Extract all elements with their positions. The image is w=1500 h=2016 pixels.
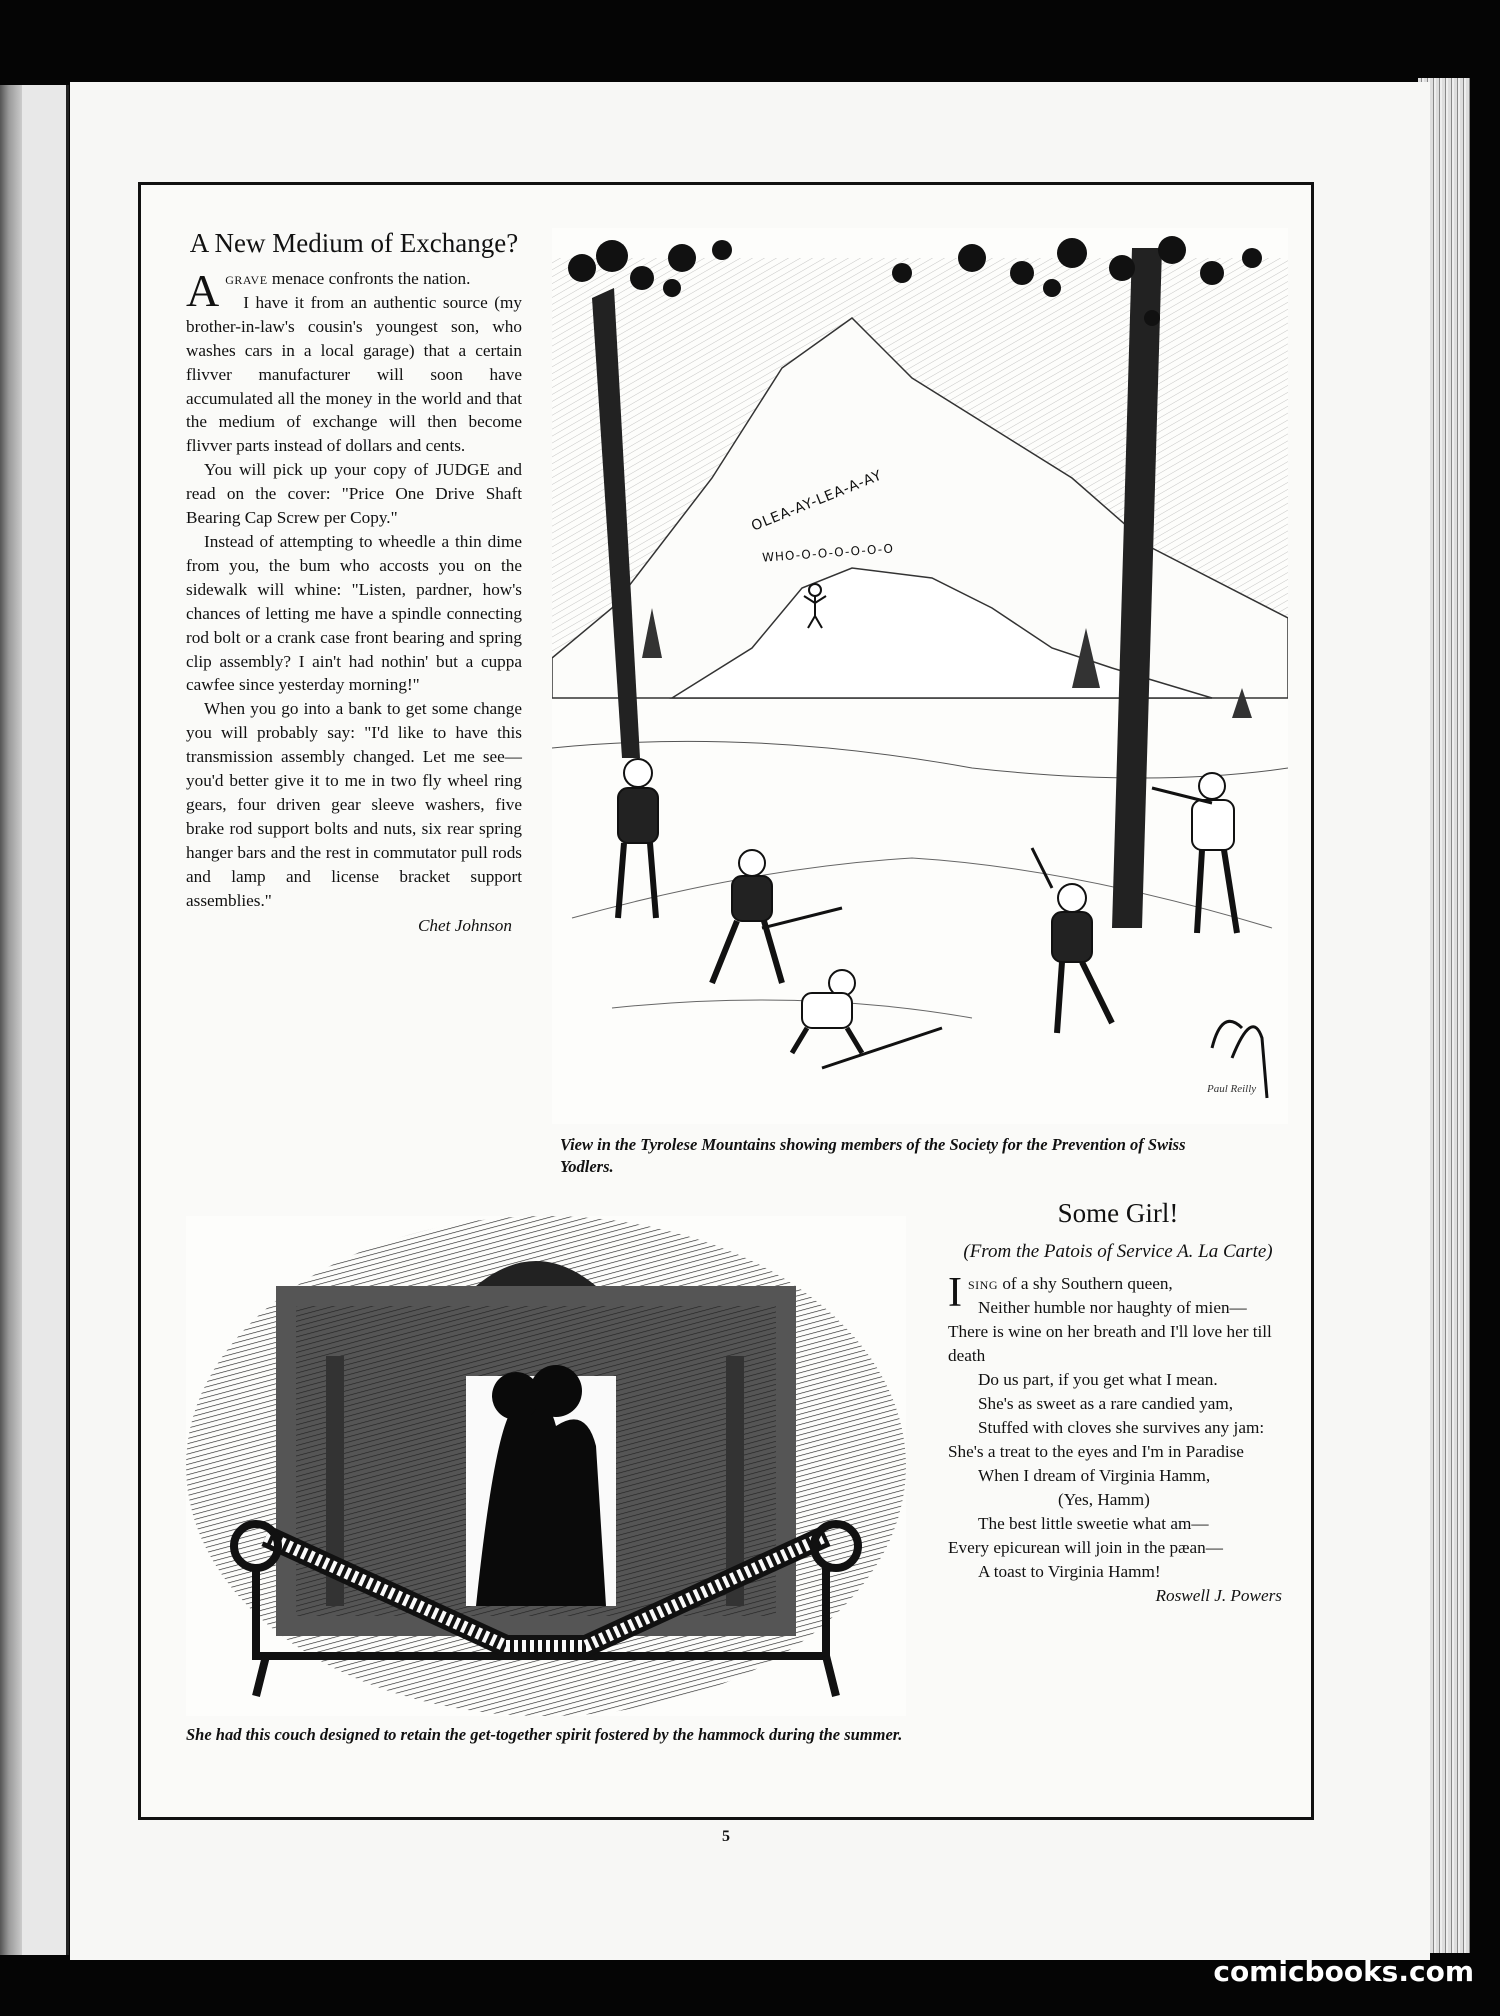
watermark: comicbooks.com — [1213, 1955, 1474, 1988]
yodlers-caption: View in the Tyrolese Mountains showing members of the Society for the Prevention of Swiss Yodlers. — [560, 1135, 1186, 1176]
poem-line: Neither humble nor haughty of mien— — [978, 1298, 1247, 1317]
poem-first-text: of a shy Southern queen, — [998, 1274, 1173, 1293]
couch-cartoon — [186, 1216, 906, 1716]
article-column — [186, 228, 522, 938]
poem-line: Every epicurean will join in the pæan— — [948, 1538, 1223, 1557]
poem-line: The best little sweetie what am— — [978, 1514, 1209, 1533]
yodel-text-line1: OLEA-AY-LEA-A-AY — [749, 467, 885, 535]
article-paragraph: When you go into a bank to get some change you will probably say: "I'd like to have this transmission assembly changed. Let me see—you'd better give it to me in two fly wheel ring gears, four driven gear sleeve washers, five brake rod support bolts and nuts, six rear spring hanger bars and the rest in commutator pull rods and lamp and license bracket support assemblies." — [186, 699, 522, 910]
poem-subtitle: (From the Patois of Service A. La Carte) — [963, 1241, 1273, 1262]
poem-line: (Yes, Hamm) — [1058, 1490, 1150, 1509]
article-opening-text: menace confronts the nation. — [267, 269, 471, 288]
poem-line: A toast to Virginia Hamm! — [978, 1562, 1161, 1581]
previous-page-edge — [0, 85, 69, 1955]
yodlers-illustration — [552, 228, 1288, 1124]
article-opening-smallcaps: grave — [225, 269, 268, 288]
poem-line: She's as sweet as a rare candied yam, — [978, 1394, 1234, 1413]
page-number: 5 — [722, 1828, 730, 1845]
article-byline: Chet Johnson — [417, 916, 512, 936]
article-opening — [186, 265, 522, 316]
poem-column — [948, 1196, 1288, 1608]
poem-line: When I dream of Virginia Hamm, — [978, 1466, 1211, 1485]
article-title: A New Medium of Exchange? — [189, 228, 519, 258]
article-paragraph: You will pick up your copy of JUDGE and read on the cover: "Price One Drive Shaft Bearing Cap Screw per Copy." — [186, 460, 522, 528]
poem-line: Stuffed with cloves she survives any jam: — [978, 1418, 1265, 1437]
yodel-text-line2: WHO-O-O-O-O-O-O — [761, 541, 895, 565]
yodlers-cartoon — [552, 228, 1288, 1124]
article-dropcap: A — [186, 265, 220, 316]
poem-first-smallcaps: sing — [968, 1274, 999, 1293]
cartoon-signature: Paul Reilly — [1207, 1083, 1257, 1095]
poem-line: Do us part, if you get what I mean. — [978, 1370, 1218, 1389]
poem-byline: Roswell J. Powers — [1155, 1586, 1282, 1605]
article-paragraph: I have it from an authentic source (my brother-in-law's cousin's youngest son, who washes cars in a local garage) that a certain flivver manufacturer will soon have accumulated all the money in the world and that the medium of exchange will then become flivver parts instead of dollars and cents. — [186, 292, 522, 456]
couch-caption: She had this couch designed to retain the get-together spirit fostered by the hammock during the summer. — [186, 1725, 903, 1744]
couch-illustration — [186, 1216, 906, 1716]
poem-title: Some Girl! — [1057, 1198, 1179, 1228]
poem-line: She's a treat to the eyes and I'm in Paradise — [948, 1442, 1244, 1461]
poem-line: There is wine on her breath and I'll love her till death — [948, 1322, 1272, 1365]
article-paragraph: Instead of attempting to wheedle a thin dime from you, the bum who accosts you on the sidewalk will whine: "Listen, pardner, how's chances of letting me have a spindle connecting rod bolt or a crank case front bearing and spring clip assembly? I ain't had nothin' but a cuppa cawfee since yesterday morning!" — [186, 531, 522, 695]
poem-dropcap: I — [948, 1270, 962, 1316]
